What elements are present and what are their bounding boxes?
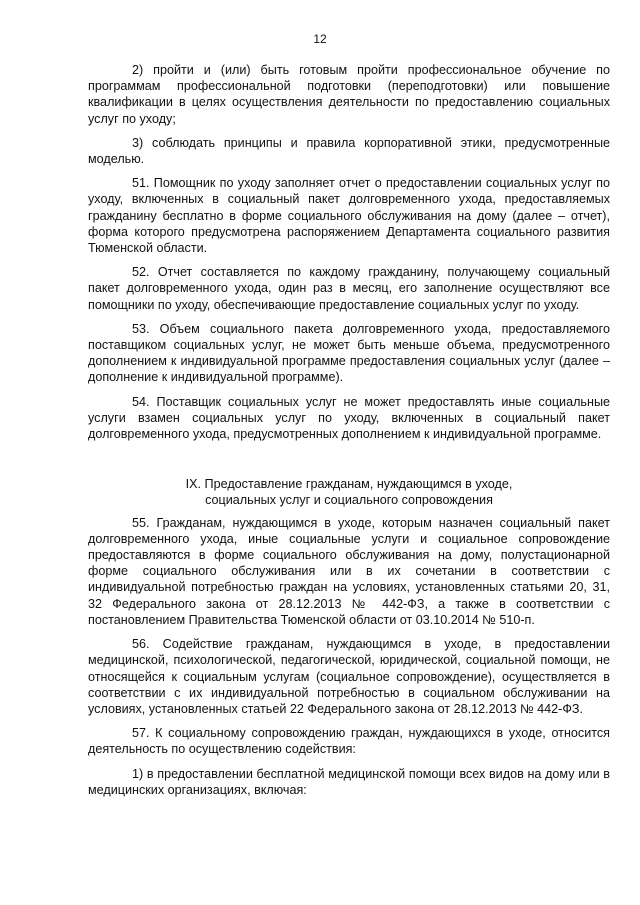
paragraph-item-2: 2) пройти и (или) быть готовым пройти профессиональное обучение по программам профессиональной подготовки (переподготовки) или повышение квалификации в целях осуществления деятельности по предоставлению социальных услуг по уходу; <box>88 63 610 126</box>
paragraph-57: 57. К социальному сопровождению граждан, нуждающихся в уходе, относится деятельность по осуществлению содействия: <box>88 726 610 757</box>
section-heading <box>88 476 610 508</box>
paragraph-51: 51. Помощник по уходу заполняет отчет о предоставлении социальных услуг по уходу, включенных в социальный пакет долговременного ухода, предоставляемых гражданину бесплатно в форме социального обслуживания на дому (далее – отчет), форма которого предусмотрена распоряжением Департамента социального развития Тюменской области. <box>88 176 610 256</box>
page-number: 12 <box>313 32 327 46</box>
paragraph-55: 55. Гражданам, нуждающимся в уходе, которым назначен социальный пакет долговременного ухода, иные социальные услуги и социальное сопровождение предоставляются в форме социального обслуживания на дому, полустационарной форме социального обслуживания или в их сочетании в соответствии с индивидуальной потребностью граждан на условиях, установленных статьями 20, 31, 32 Федерального закона от 28.12.2013 № 442-ФЗ, а также в соответствии с постановлением Правительства Тюменской области от 03.10.2014 № 510-п. <box>88 515 610 627</box>
paragraph-57-item-1: 1) в предоставлении бесплатной медицинской помощи всех видов на дому или в медицинских организациях, включая: <box>88 766 610 797</box>
paragraph-54: 54. Поставщик социальных услуг не может предоставлять иные социальные услуги взамен социальных услуг по уходу, включенных в социальный пакет долговременного ухода, предусмотренных дополнением к индивидуальной программе. <box>88 394 610 442</box>
paragraph-53: 53. Объем социального пакета долговременного ухода, предоставляемого поставщиком социальных услуг, не может быть меньше объема, предусмотренного дополнением к индивидуальной программе предоставления социальных услуг (далее – дополнение к индивидуальной программе). <box>88 321 610 385</box>
section-heading-line1: IX. Предоставление гражданам, нуждающимся в уходе, <box>185 477 513 492</box>
paragraph-56: 56. Содействие гражданам, нуждающимся в уходе, в предоставлении медицинской, психологической, педагогической, юридической, социальной помощи, не относящейся к социальным услугам (социальное сопровождение), осуществляется в соответствии с их индивидуальной потребностью в социальном обслуживании на условиях, установленных статьей 22 Федерального закона от 28.12.2013 № 442-ФЗ. <box>88 637 610 716</box>
document-body <box>88 62 610 806</box>
paragraph-item-3: 3) соблюдать принципы и правила корпоративной этики, предусмотренные моделью. <box>88 135 610 167</box>
paragraph-52: 52. Отчет составляется по каждому гражданину, получающему социальный пакет долговременного ухода, один раз в месяц, его заполнение осуществляют все помощники по уходу, обеспечивающие предоставление социальных услуг по уходу. <box>88 265 610 312</box>
section-heading-line2: социальных услуг и социального сопровождения <box>205 493 493 508</box>
